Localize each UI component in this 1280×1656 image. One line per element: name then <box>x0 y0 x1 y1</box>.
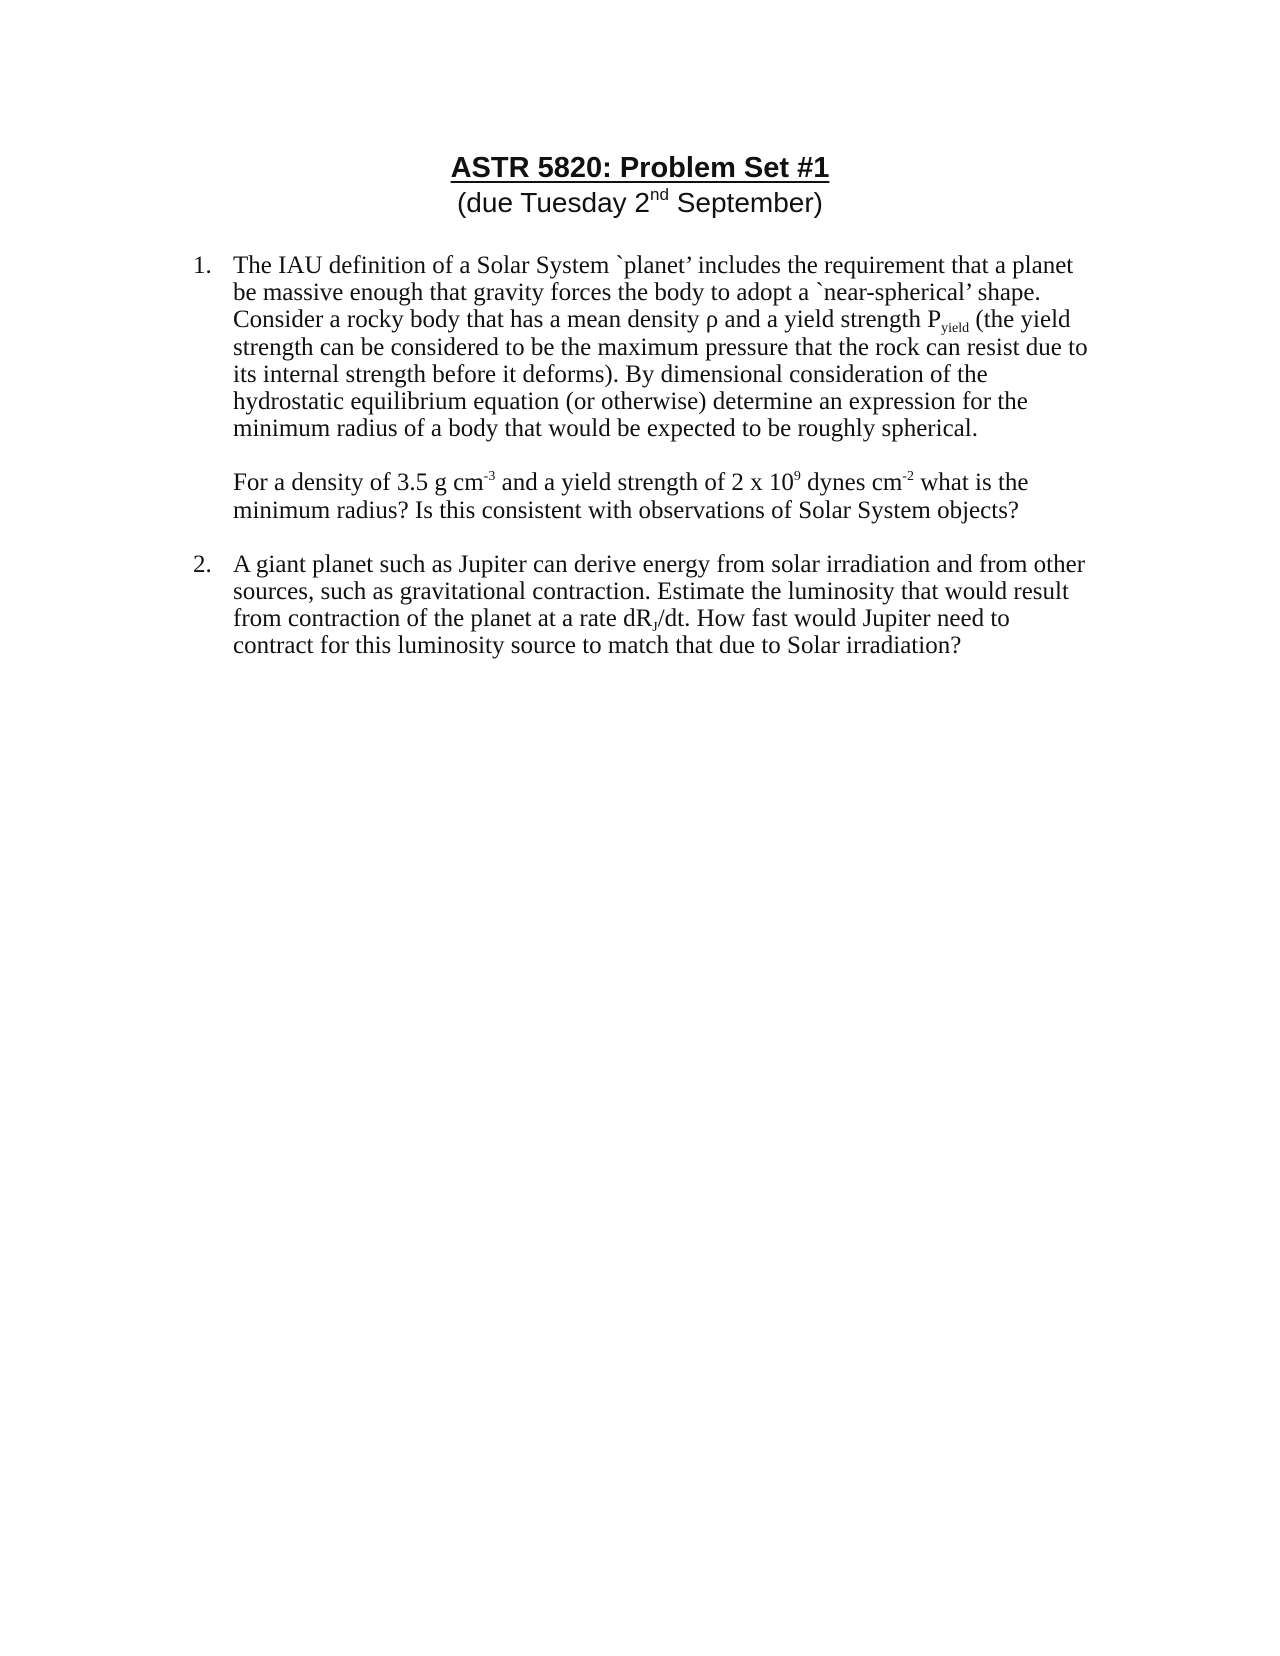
problem-2-text-a: A giant planet such as Jupiter can derive energy from solar irradiation and from other sources, such as gravitational contraction. Estimate the luminosity that would result from contraction of the planet at a rate dR <box>233 550 1086 633</box>
density-exponent: -3 <box>483 469 496 485</box>
problem-2-text-b: /dt. How fast would Jupiter need to contract for this luminosity source to match that due to Solar irradiation? <box>233 605 1010 660</box>
problem-list <box>0 252 1280 660</box>
problem-1-q-text-a: For a density of 3.5 g cm <box>233 469 484 497</box>
problem-2-statement <box>233 551 1093 660</box>
problem-number: 2. <box>193 550 212 578</box>
due-date-ordinal: nd <box>650 185 669 204</box>
header <box>0 150 1280 220</box>
problem-1-text-a: The IAU definition of a Solar System `planet’ includes the requirement that a planet be massive enough that gravity forces the body to adopt a `near-spherical’ shape. Consider a rocky body that has a mean density ρ and a yield strength P <box>233 252 1074 334</box>
jupiter-subscript: J <box>652 620 658 636</box>
problem-number: 1. <box>193 252 212 279</box>
page-title: ASTR 5820: Problem Set #1 <box>450 152 830 184</box>
due-date <box>0 186 1280 220</box>
problem-1-q-text-b: and a yield strength of 2 x 10 <box>495 469 794 497</box>
yield-subscript: yield <box>941 321 970 337</box>
problem-1-text-b: (the yield strength can be considered to be the maximum pressure that the rock can resist due to its internal strength before it deforms). By dimensional consideration of the hydrostatic equilibrium equation (or otherwise) determine an expression for the minimum radius of a body that would be expected to be roughly spherical. <box>233 306 1088 443</box>
unit-exponent: -2 <box>902 469 914 485</box>
due-date-prefix: (due Tuesday 2 <box>456 187 651 218</box>
problem-1-q-text-c: dynes cm <box>800 469 903 497</box>
problem-1-statement <box>233 252 1093 442</box>
problem-1-question <box>233 469 1093 523</box>
due-date-suffix: September) <box>668 187 824 218</box>
problem-1-q-text-d: what is the minimum radius? Is this consistent with observations of Solar System objects? <box>233 469 1029 524</box>
strength-exponent: 9 <box>793 469 801 485</box>
problem-2 <box>0 551 1280 660</box>
problem-1 <box>0 252 1280 524</box>
